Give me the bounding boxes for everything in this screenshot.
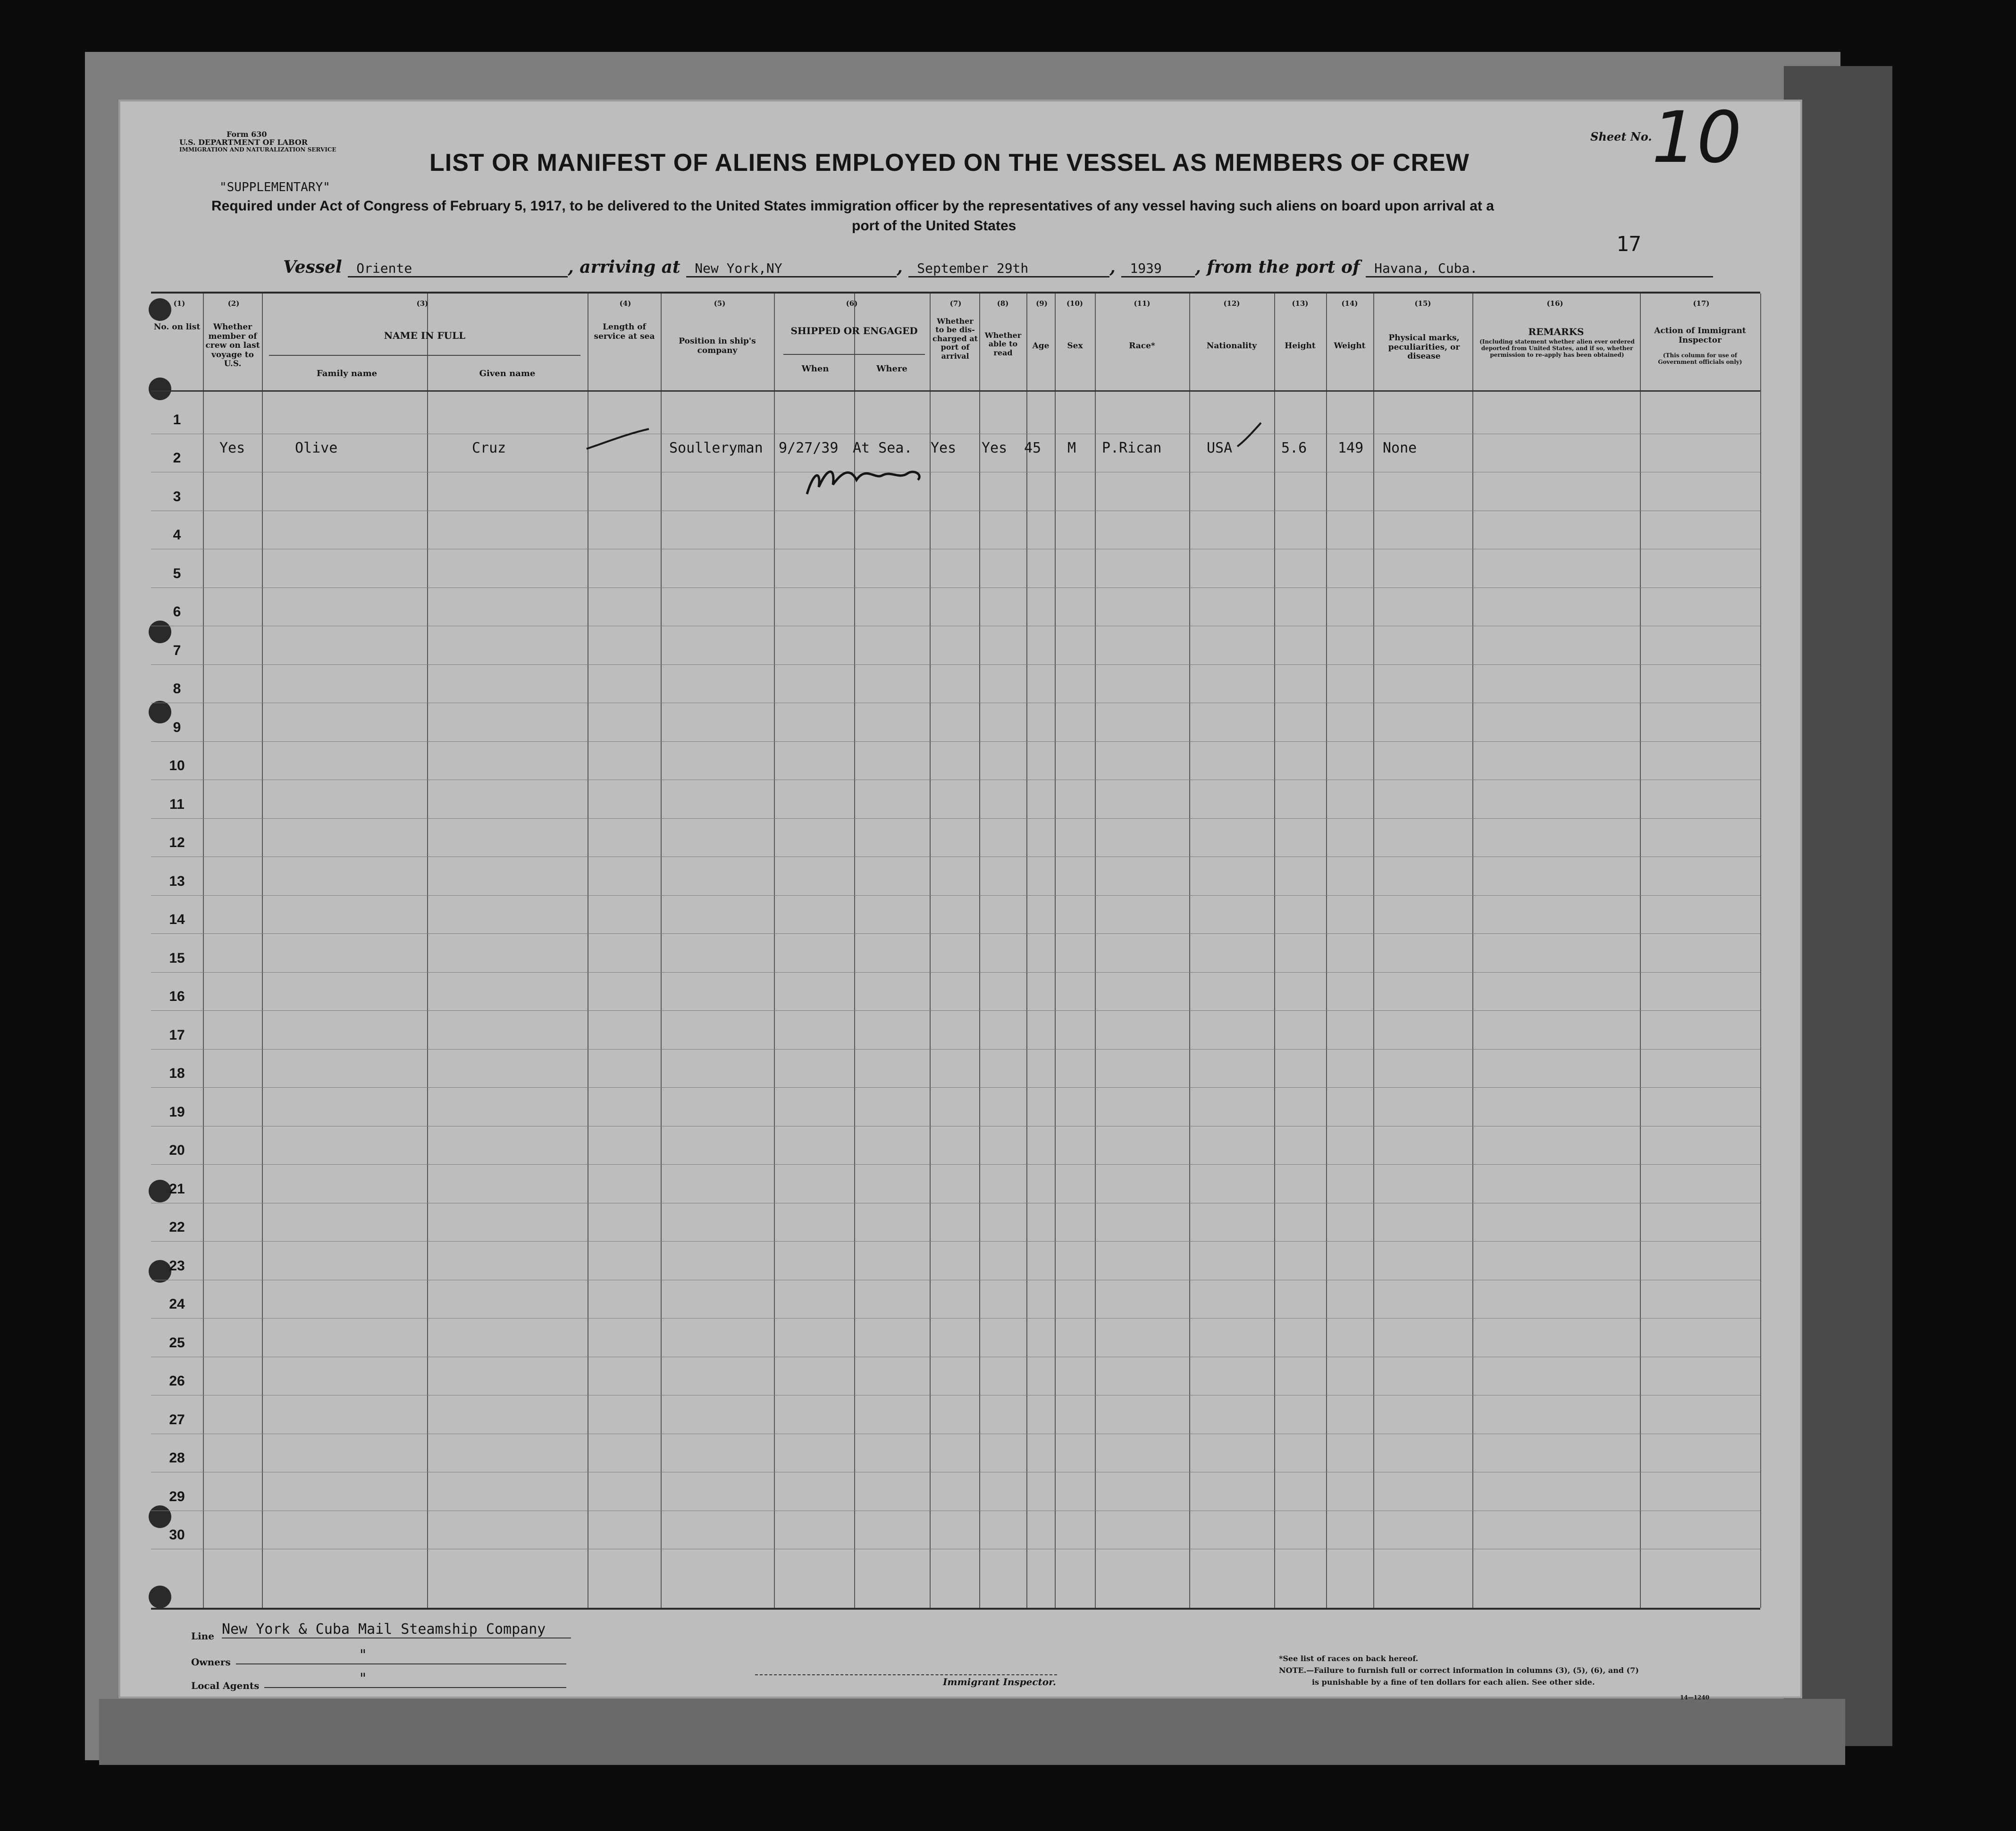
row-number: 5: [173, 565, 181, 581]
cell-family-name: Olive: [295, 440, 338, 456]
stamp-number: 17: [1616, 232, 1641, 256]
col-number: (5): [714, 299, 726, 308]
cell-where: At Sea.: [853, 440, 913, 456]
races-note: *See list of races on back hereof.: [1279, 1654, 1419, 1663]
cell-when: 9/27/39: [779, 440, 839, 456]
cell-position: Soulleryman: [669, 440, 763, 456]
row-number: 18: [169, 1066, 185, 1081]
row-number: 25: [169, 1335, 185, 1351]
col-header-age: Age: [1032, 341, 1050, 351]
col-header-nationality: Nationality: [1206, 341, 1257, 351]
col-number: (17): [1693, 299, 1710, 308]
departure-port: Havana, Cuba.: [1366, 260, 1713, 277]
sheet-number: 10: [1652, 97, 1742, 179]
row-line: [151, 741, 1760, 742]
row-number: 20: [169, 1142, 185, 1158]
required-statement-cont: port of the United States: [852, 218, 1016, 234]
row-line: [151, 933, 1760, 934]
col-subheader-where: Where: [876, 364, 907, 374]
col-number: (12): [1223, 299, 1240, 308]
row-line: [151, 664, 1760, 665]
arrival-year: 1939: [1121, 260, 1195, 277]
cell-physical: None: [1383, 440, 1417, 456]
cell-nationality: USA: [1207, 440, 1233, 456]
col-number: (6): [846, 299, 858, 308]
row-number: 23: [169, 1258, 185, 1274]
from-label: , from the port of: [1195, 257, 1360, 277]
row-line: [151, 895, 1760, 896]
col-number: (9): [1036, 299, 1048, 308]
col-header-height: Height: [1285, 341, 1316, 351]
row-line: [151, 1164, 1760, 1165]
col-number: (13): [1292, 299, 1309, 308]
row-number: 19: [169, 1104, 185, 1120]
row-number: 17: [169, 1027, 185, 1043]
agents-label: Local Agents: [191, 1680, 260, 1691]
row-number: 11: [169, 796, 185, 812]
col-header-inspector: Action of Immigrant Inspector: [1654, 326, 1746, 345]
print-code: 14—1240: [1680, 1694, 1710, 1701]
row-number: 13: [169, 873, 185, 889]
row-number: 14: [169, 912, 185, 927]
required-statement: Required under Act of Congress of February 5, 1917, to be delivered to the United States immigration officer by the representatives of any vessel having such aliens on board upon arrival at a: [211, 198, 1494, 214]
vessel-name: Oriente: [348, 260, 568, 277]
tick-mark: [1235, 421, 1264, 449]
col-header-remarks: REMARKS: [1528, 326, 1584, 337]
row-line: [151, 972, 1760, 973]
col-header-physical: Physical marks, peculiarities, or disease: [1388, 333, 1460, 361]
row-line: [151, 1241, 1760, 1242]
col-header-race: Race*: [1129, 341, 1155, 351]
row-number: 28: [169, 1450, 185, 1466]
owners-value: ": [359, 1647, 368, 1663]
row-number: 3: [173, 488, 181, 504]
col-number: (11): [1134, 299, 1151, 308]
penalty-note: NOTE.—Failure to furnish full or correct information in columns (3), (5), (6), and (7): [1279, 1666, 1639, 1675]
arrival-date: September 29th: [908, 260, 1109, 277]
line-label: Line: [191, 1630, 214, 1642]
agents-value: ": [359, 1671, 368, 1687]
col-subheader-inspector: (This column for use of Government officials only): [1658, 352, 1742, 365]
cell-given-name: Cruz: [472, 440, 506, 456]
row-number: 1: [173, 412, 181, 428]
inspector-label: Immigrant Inspector.: [943, 1676, 1056, 1688]
col-header-sex: Sex: [1067, 341, 1083, 351]
col-number: (2): [227, 299, 240, 308]
row-number: 29: [169, 1488, 185, 1504]
row-number: 27: [169, 1411, 185, 1428]
col-header-read: Whether able to read: [984, 331, 1022, 357]
row-number: 12: [169, 835, 185, 850]
col-subheader-given: Given name: [479, 369, 536, 378]
row-number: 24: [169, 1296, 185, 1312]
row-number: 10: [169, 758, 185, 773]
row-line: [151, 818, 1760, 819]
cell-height: 5.6: [1281, 440, 1307, 456]
vessel-label: Vessel: [283, 257, 342, 277]
col-number: (4): [619, 299, 631, 308]
row-line: [151, 1318, 1760, 1319]
row-number: 8: [173, 681, 181, 697]
tick-mark: [583, 428, 654, 452]
row-number: 4: [173, 527, 181, 543]
cell-discharged: Yes: [931, 440, 957, 456]
row-number: 2: [173, 450, 181, 466]
row-number: 7: [173, 642, 181, 658]
cell-weight: 149: [1338, 440, 1364, 456]
col-subheader-when: When: [801, 364, 829, 374]
owners-label: Owners: [191, 1656, 231, 1668]
col-header-shipped: SHIPPED OR ENGAGED: [790, 325, 918, 336]
cell-age: 45: [1024, 440, 1042, 456]
line-value: New York & Cuba Mail Steamship Company: [222, 1621, 546, 1638]
col-number: (8): [997, 299, 1009, 308]
service: IMMIGRATION AND NATURALIZATION SERVICE: [179, 146, 336, 153]
row-line: [151, 1087, 1760, 1088]
col-number: (15): [1414, 299, 1431, 308]
cell-able-read: Yes: [982, 440, 1008, 456]
arrival-port: New York,NY: [686, 260, 897, 277]
row-number: 21: [169, 1181, 185, 1197]
col-subheader-family: Family name: [316, 369, 378, 378]
col-header-position: Position in ship's company: [679, 336, 756, 355]
row-number: 9: [173, 719, 181, 735]
row-number: 26: [169, 1373, 185, 1389]
arriving-label: , arriving at: [568, 257, 680, 277]
row-line: [151, 1010, 1760, 1011]
col-subheader-remarks: (Including statement whether alien ever ordered deported from United States, and if so, whether permission to re-apply has been obtained): [1479, 338, 1635, 358]
page-title: LIST OR MANIFEST OF ALIENS EMPLOYED ON THE VESSEL AS MEMBERS OF CREW: [429, 149, 1470, 176]
crew-table: [151, 292, 1760, 1610]
sheet-number-label: Sheet No.: [1590, 130, 1652, 143]
cell-member: Yes: [219, 440, 245, 456]
voyage-line: Vessel Oriente , arriving at New York,NY , September 29th , 1939 , from the port of Havana, Cuba.: [283, 257, 1713, 277]
col-number: (14): [1341, 299, 1358, 308]
row-number: 22: [169, 1219, 185, 1235]
col-header-length: Length of service at sea: [594, 322, 655, 341]
row-number: 6: [173, 604, 181, 620]
col-header-member: Whether member of crew on last voyage to U.S.: [205, 322, 260, 369]
col-header-name: NAME IN FULL: [384, 330, 466, 341]
back-sheet-bottom: [99, 1699, 1845, 1765]
col-header-weight: Weight: [1334, 341, 1366, 351]
col-header-discharged: Whether to be dis-charged at port of arrival: [932, 317, 978, 361]
supplementary-stamp: "SUPPLEMENTARY": [219, 180, 330, 194]
penalty-note-cont: is punishable by a fine of ten dollars for each alien. See other side.: [1312, 1678, 1595, 1687]
department: U.S. DEPARTMENT OF LABOR: [179, 138, 308, 147]
col-number: (3): [416, 299, 428, 308]
row-number: 15: [169, 950, 185, 966]
row-number: 16: [169, 989, 185, 1004]
col-number: (7): [949, 299, 962, 308]
form-number: Form 630: [227, 130, 267, 139]
handwritten-signature: [800, 461, 927, 501]
row-number: 30: [169, 1527, 185, 1543]
cell-sex: M: [1067, 440, 1076, 456]
cell-race: P.Rican: [1102, 440, 1162, 456]
col-number: (10): [1066, 299, 1084, 308]
col-header-no: No. on list: [153, 322, 201, 332]
row-line: [151, 1049, 1760, 1050]
col-number: (16): [1546, 299, 1563, 308]
col-number: (1): [173, 299, 185, 308]
